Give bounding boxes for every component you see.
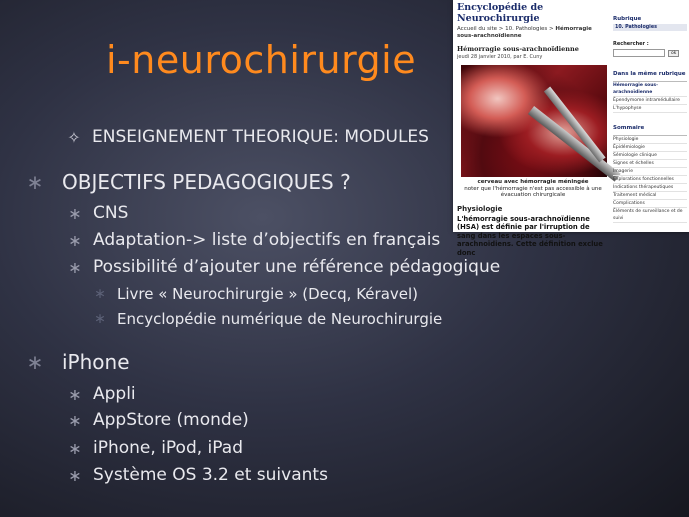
doc-search-label: Rechercher : xyxy=(613,41,649,47)
bullet-possibilite xyxy=(67,257,500,277)
surgical-photo xyxy=(461,65,607,177)
asterisk-bullet-icon: ∗ xyxy=(94,311,106,327)
bullet-encyclopedie xyxy=(93,310,442,328)
asterisk-bullet-icon: ∗ xyxy=(68,257,82,277)
bullet-objectifs xyxy=(22,170,351,194)
doc-summary-item: Éléments de surveillance et de suivi xyxy=(613,208,687,223)
bullet-encyclopedie-text: Encyclopédie numérique de Neurochirurgie xyxy=(117,310,443,328)
doc-sidebar xyxy=(613,2,687,223)
doc-site-title: Encyclopédie de Neurochirurgie xyxy=(457,2,544,24)
doc-summary-item: Traitement médical xyxy=(613,192,687,200)
bullet-appstore-text: AppStore (monde) xyxy=(93,410,249,430)
doc-section-heading: Physiologie xyxy=(457,204,503,213)
doc-breadcrumb xyxy=(457,26,609,40)
bullet-iphone-text: iPhone xyxy=(62,350,130,374)
asterisk-bullet-icon: ∗ xyxy=(68,410,82,430)
bullet-appstore xyxy=(67,410,249,430)
asterisk-bullet-icon: ∗ xyxy=(68,465,82,485)
doc-photo-caption xyxy=(457,179,609,199)
doc-summary-item: Physiologie xyxy=(613,136,687,144)
doc-main-column xyxy=(457,2,609,257)
doc-summary-item: Épidémiologie xyxy=(613,144,687,152)
asterisk-bullet-icon: ∗ xyxy=(94,286,106,302)
doc-summary-heading: Sommaire xyxy=(613,125,645,131)
doc-body-text: L'hémorragie sous-arachnoïdienne (HSA) est définie par l'irruption de sang dans les espaces sous-arachnoïdiens. Cette définition exclue donc xyxy=(457,214,603,257)
doc-same-item: Hémorragie sous-arachnoïdienne xyxy=(613,82,687,97)
doc-summary-item: Sémiologie clinique xyxy=(613,152,687,160)
bullet-cns-text: CNS xyxy=(93,203,129,223)
doc-same-item: L'hypophyse xyxy=(613,105,687,113)
doc-summary-item: Signes et échelles xyxy=(613,160,687,168)
doc-search-input xyxy=(613,49,665,57)
bullet-systeme xyxy=(67,465,328,485)
doc-same-rubric-heading: Dans la même rubrique xyxy=(613,71,686,77)
bullet-livre xyxy=(93,285,418,303)
bullet-iphone xyxy=(22,350,130,374)
doc-rubrique-selected: 10. Pathologies xyxy=(613,24,687,31)
doc-summary-item: Explorations fonctionnelles xyxy=(613,176,687,184)
doc-caption-rest: noter que l'hémorragie n'est pas accessible à une évacuation chirurgicale xyxy=(464,185,602,198)
bullet-devices xyxy=(67,438,243,458)
doc-summary-item: Complications xyxy=(613,200,687,208)
bullet-adaptation-text: Adaptation-> liste d’objectifs en français xyxy=(93,230,441,250)
bullet-enseignement xyxy=(66,127,429,147)
asterisk-bullet-icon: ∗ xyxy=(68,384,82,404)
asterisk-bullet-icon: ∗ xyxy=(68,230,82,250)
doc-search xyxy=(613,49,687,57)
asterisk-bullet-icon: ∗ xyxy=(68,203,82,223)
bullet-enseignement-text: ENSEIGNEMENT THEORIQUE: MODULES xyxy=(92,127,429,147)
bullet-systeme-text: Système OS 3.2 et suivants xyxy=(93,465,328,485)
doc-breadcrumb-current: Hémorragie sous-arachnoïdienne xyxy=(457,26,592,39)
bullet-livre-text: Livre « Neurochirurgie » (Decq, Kéravel) xyxy=(117,285,419,303)
diamond-bullet-icon: ✧ xyxy=(67,127,81,147)
doc-article-date: jeudi 28 janvier 2010, par E. Cuny xyxy=(457,54,543,60)
doc-caption-bold: cerveau avec hémorragie méningée xyxy=(477,179,589,185)
doc-breadcrumb-prefix: Accueil du site > 10. Pathologies > xyxy=(457,26,556,32)
bullet-objectifs-text: OBJECTIFS PEDAGOGIQUES ? xyxy=(62,170,351,194)
bullet-adaptation xyxy=(67,230,440,250)
doc-summary-item: Imagerie xyxy=(613,168,687,176)
doc-article-title: Hémorragie sous-arachnoïdienne xyxy=(457,45,579,53)
encyclopedia-screenshot xyxy=(453,0,689,257)
asterisk-bullet-icon: ∗ xyxy=(26,350,44,374)
asterisk-bullet-icon: ∗ xyxy=(68,438,82,458)
asterisk-bullet-icon: ∗ xyxy=(26,170,44,194)
doc-rubrique-heading: Rubrique xyxy=(613,16,642,22)
slide-title: i-neurochirurgie xyxy=(106,38,417,82)
bullet-cns xyxy=(67,203,128,223)
bullet-appli-text: Appli xyxy=(93,384,136,404)
doc-search-button: ok xyxy=(668,50,679,57)
bullet-possibilite-text: Possibilité d’ajouter une référence pédagogique xyxy=(93,257,501,277)
doc-same-item: Épendymome intramédullaire xyxy=(613,97,687,105)
bullet-devices-text: iPhone, iPod, iPad xyxy=(93,438,243,458)
doc-summary-item: Indications thérapeutiques xyxy=(613,184,687,192)
bullet-appli xyxy=(67,384,136,404)
